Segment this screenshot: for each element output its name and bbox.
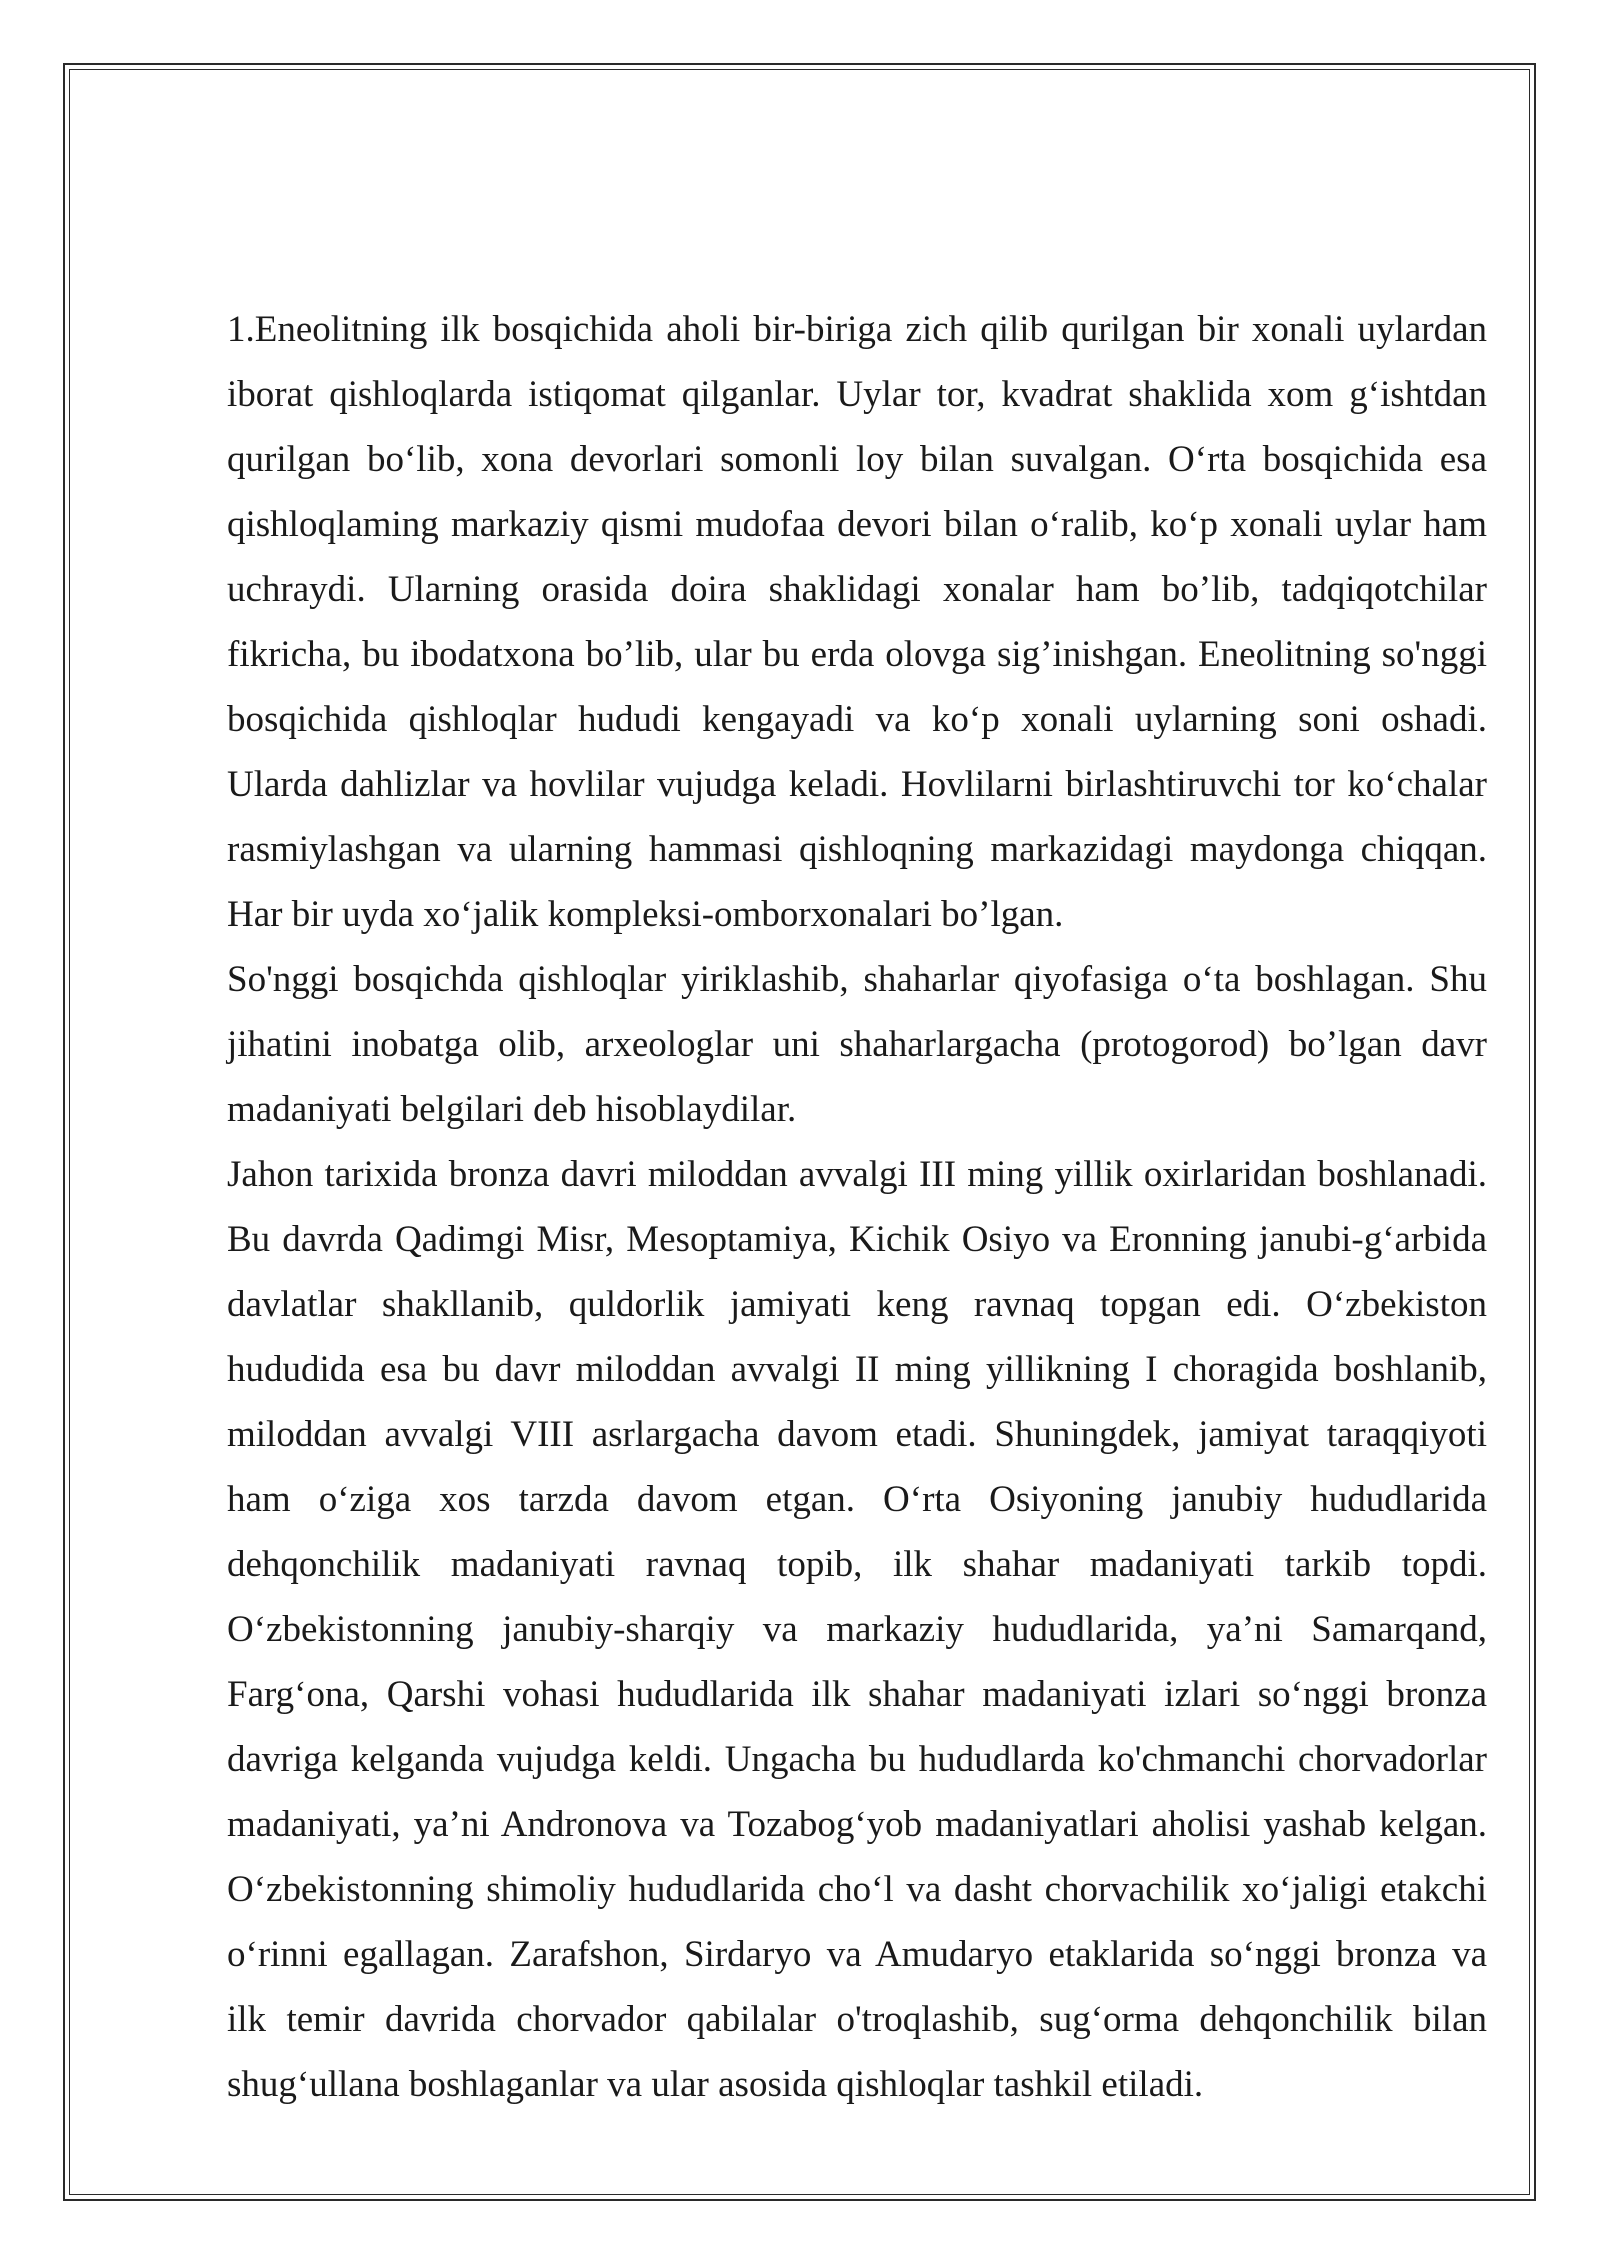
text-line: iborat qishloqlarda istiqomat qilganlar. Uylar tor, kvadrat shaklida xom g‘ishtdan: [227, 374, 1487, 415]
text-line: o‘rinni egallagan. Zarafshon, Sirdaryo va Amudaryo etaklarida so‘nggi bronza va: [227, 1934, 1487, 1975]
text-line: Farg‘ona, Qarshi vohasi hududlarida ilk shahar madaniyati izlari so‘nggi bronza: [227, 1674, 1487, 1715]
text-line: uchraydi. Ularning orasida doira shaklidagi xonalar ham bo’lib, tadqiqotchilar: [227, 569, 1487, 610]
text-line: rasmiylashgan va ularning hammasi qishloqning markazidagi maydonga chiqqan.: [227, 829, 1487, 870]
text-line: Har bir uyda xo‘jalik kompleksi-omborxonalari bo’lgan.: [227, 894, 1064, 935]
text-line: O‘zbekistonning janubiy-sharqiy va markaziy hududlarida, ya’ni Samarqand,: [227, 1609, 1487, 1650]
text-line: O‘zbekistonning shimoliy hududlarida cho‘l va dasht chorvachilik xo‘jaligi etakchi: [227, 1869, 1487, 1910]
text-line: davriga kelganda vujudga keldi. Ungacha bu hududlarda ko'chmanchi chorvadorlar: [227, 1739, 1487, 1780]
text-line: davlatlar shakllanib, quldorlik jamiyati keng ravnaq topgan edi. O‘zbekiston: [227, 1284, 1487, 1325]
text-line: fikricha, bu ibodatxona bo’lib, ular bu erda olovga sig’inishgan. Eneolitning so'nggi: [227, 634, 1487, 675]
paragraph-protogorod: [227, 947, 1487, 1142]
text-line: hududida esa bu davr miloddan avvalgi II ming yillikning I choragida boshlanib,: [227, 1349, 1487, 1390]
document-body: [227, 297, 1487, 2117]
text-line: madaniyati belgilari deb hisoblaydilar.: [227, 1089, 797, 1130]
text-line: shug‘ullana boshlaganlar va ular asosida qishloqlar tashkil etiladi.: [227, 2064, 1204, 2105]
text-line: dehqonchilik madaniyati ravnaq topib, ilk shahar madaniyati tarkib topdi.: [227, 1544, 1487, 1585]
paragraph-eneolit: [227, 297, 1487, 947]
text-line: bosqichida qishloqlar hududi kengayadi va ko‘p xonali uylarning soni oshadi.: [227, 699, 1487, 740]
text-line: Ularda dahlizlar va hovlilar vujudga keladi. Hovlilarni birlashtiruvchi tor ko‘chalar: [227, 764, 1487, 805]
text-line: Jahon tarixida bronza davri miloddan avvalgi III ming yillik oxirlaridan boshlanadi.: [227, 1154, 1487, 1195]
text-line: qurilgan bo‘lib, xona devorlari somonli loy bilan suvalgan. O‘rta bosqichida esa: [227, 439, 1487, 480]
text-line: madaniyati, ya’ni Andronova va Tozabog‘yob madaniyatlari aholisi yashab kelgan.: [227, 1804, 1487, 1845]
text-line: 1.Eneolitning ilk bosqichida aholi bir-biriga zich qilib qurilgan bir xonali uylardan: [227, 309, 1487, 350]
text-line: ilk temir davrida chorvador qabilalar o'troqlashib, sug‘orma dehqonchilik bilan: [227, 1999, 1487, 2040]
text-line: ham o‘ziga xos tarzda davom etgan. O‘rta Osiyoning janubiy hududlarida: [227, 1479, 1487, 1520]
text-line: So'nggi bosqichda qishloqlar yiriklashib, shaharlar qiyofasiga o‘ta boshlagan. Shu: [227, 959, 1487, 1000]
paragraph-bronza-davri: [227, 1142, 1487, 2117]
text-line: miloddan avvalgi VIII asrlargacha davom etadi. Shuningdek, jamiyat taraqqiyoti: [227, 1414, 1487, 1455]
text-line: Bu davrda Qadimgi Misr, Mesoptamiya, Kichik Osiyo va Eronning janubi-g‘arbida: [227, 1219, 1487, 1260]
text-line: qishloqlaming markaziy qismi mudofaa devori bilan o‘ralib, ko‘p xonali uylar ham: [227, 504, 1487, 545]
text-line: jihatini inobatga olib, arxeologlar uni shaharlargacha (protogorod) bo’lgan davr: [227, 1024, 1487, 1065]
